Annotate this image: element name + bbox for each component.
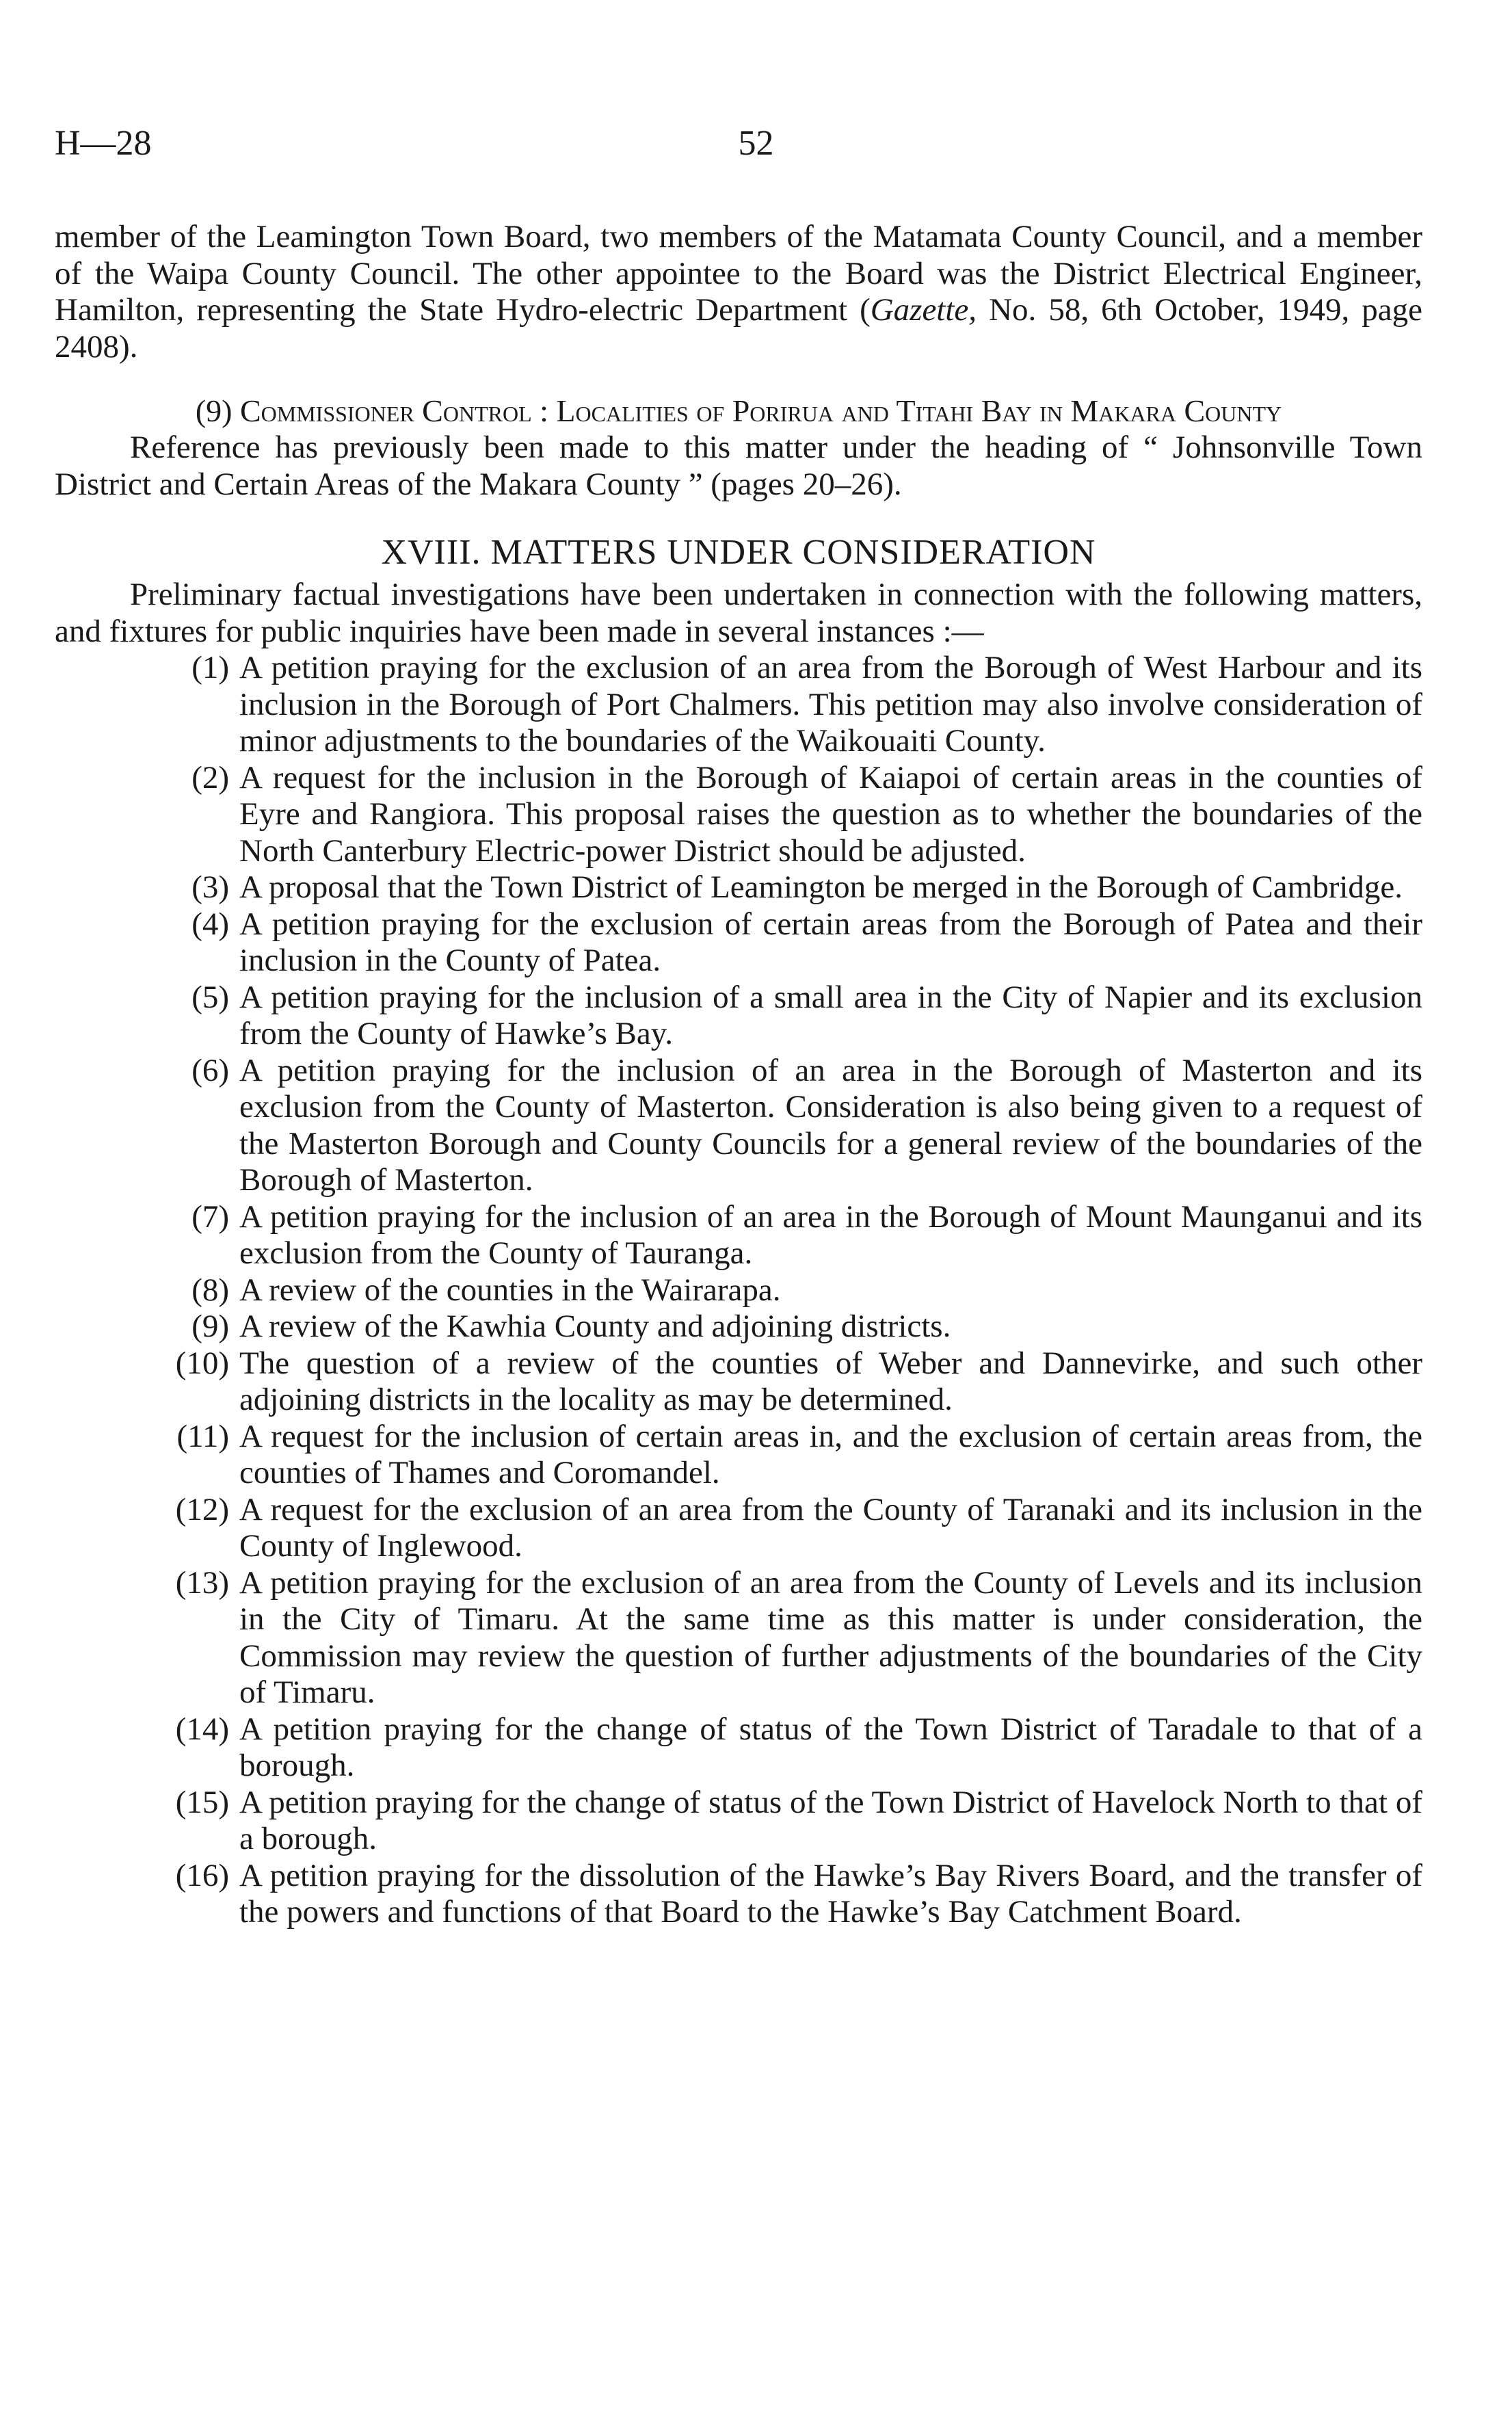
item-text: A request for the inclusion of certain areas in, and the exclusion of certain areas from, the counties of Thames and Coromandel. [239, 1418, 1422, 1490]
item-number: (13) [175, 1564, 229, 1601]
list-item [55, 869, 1422, 906]
item-text: A proposal that the Town District of Leamington be merged in the Borough of Cambridge. [239, 869, 1403, 905]
item-number: (9) [191, 1309, 229, 1344]
list-item [55, 1345, 1422, 1419]
section-intro: Preliminary factual investigations have been undertaken in connection with the following matters, and fixtures for public inquiries have been made in several instances :— [55, 577, 1422, 649]
item-text: The question of a review of the counties of Weber and Dannevirke, and such other adjoining districts in the locality as may be determined. [239, 1345, 1422, 1417]
item-number: (3) [191, 869, 229, 905]
item-text: A petition praying for the inclusion of a small area in the City of Napier and its exclusion from the County of Hawke’s Bay. [239, 979, 1422, 1051]
subsection-paragraph: Reference has previously been made to this matter under the heading of “ Johnsonville Town District and Certain Areas of the Makara County ” (pages 20–26). [55, 430, 1422, 502]
item-text: A review of the counties in the Wairarapa. [239, 1272, 781, 1308]
list-item [55, 650, 1422, 760]
item-number: (5) [191, 979, 229, 1015]
item-number: (1) [191, 650, 229, 685]
page-number: 52 [738, 124, 774, 163]
item-number: (11) [176, 1418, 229, 1454]
item-number: (8) [191, 1272, 229, 1308]
item-number: (14) [175, 1711, 229, 1747]
item-text: A petition praying for the change of status of the Town District of Havelock North to that of a borough. [239, 1784, 1422, 1856]
item-number: (2) [191, 759, 229, 796]
item-number: (10) [175, 1345, 229, 1381]
page-body [55, 219, 1422, 1931]
list-item [55, 1565, 1422, 1711]
section-title: XVIII. MATTERS UNDER CONSIDERATION [381, 533, 1096, 572]
item-number: (4) [191, 906, 229, 942]
item-text: A petition praying for the inclusion of an area in the Borough of Masterton and its exclusion from the County of Masterton. Consideration is also being given to a request of the Masterton Borough and County Councils for a general review of the boundaries of the Borough of Masterton. [239, 1052, 1422, 1198]
matters-list [55, 650, 1422, 1931]
item-number: (7) [191, 1198, 229, 1235]
list-item [55, 1711, 1422, 1785]
item-text: A request for the inclusion in the Borough of Kaiapoi of certain areas in the counties of Eyre and Rangiora. This proposal raises the question as to whether the boundaries of the North Canterbury Electric-power District should be adjusted. [239, 759, 1422, 869]
item-number: (15) [175, 1784, 229, 1820]
list-item [55, 1309, 1422, 1345]
list-item [55, 1272, 1422, 1309]
item-text: A petition praying for the exclusion of certain areas from the Borough of Patea and their inclusion in the County of Patea. [239, 906, 1422, 978]
list-item [55, 906, 1422, 980]
item-text: A petition praying for the inclusion of an area in the Borough of Mount Maunganui and its exclusion from the County of Tauranga. [239, 1198, 1422, 1271]
subsection-heading: (9) Commissioner Control : Localities of Porirua and Titahi Bay in Makara County [195, 393, 1282, 428]
item-number: (16) [175, 1857, 229, 1893]
list-item [55, 1419, 1422, 1492]
item-text: A petition praying for the exclusion of an area from the Borough of West Harbour and its inclusion in the Borough of Port Chalmers. This petition may also involve consideration of minor adjustments to the boundaries of the Waikouaiti County. [239, 650, 1422, 759]
item-text: A petition praying for the change of status of the Town District of Taradale to that of a borough. [239, 1711, 1422, 1783]
document-code: H—28 [55, 124, 152, 163]
list-item [55, 1492, 1422, 1565]
page-header [55, 116, 1457, 171]
list-item [55, 1199, 1422, 1272]
list-item [55, 980, 1422, 1053]
item-text: A request for the exclusion of an area from the County of Taranaki and its inclusion in the County of Inglewood. [239, 1491, 1422, 1564]
item-text: A petition praying for the exclusion of an area from the County of Levels and its inclusion in the City of Timaru. At the same time as this matter is under consideration, the Commission may review the question of further adjustments of the boundaries of the City of Timaru. [239, 1564, 1422, 1710]
item-text: A review of the Kawhia County and adjoining districts. [239, 1309, 951, 1344]
item-number: (12) [175, 1491, 229, 1527]
item-text: A petition praying for the dissolution of the Hawke’s Bay Rivers Board, and the transfer of the powers and functions of that Board to the Hawke’s Bay Catchment Board. [239, 1857, 1422, 1930]
list-item [55, 760, 1422, 870]
list-item [55, 1053, 1422, 1199]
list-item [55, 1858, 1422, 1931]
continuation-paragraph: member of the Leamington Town Board, two members of the Matamata County Council, and a member of the Waipa County Council. The other appointee to the Board was the District Electrical Engineer, Hamilton, representing the State Hydro-electric Department (Gazette, No. 58, 6th October, 1949, page 2408). [55, 219, 1422, 365]
list-item [55, 1785, 1422, 1858]
item-number: (6) [191, 1052, 229, 1088]
